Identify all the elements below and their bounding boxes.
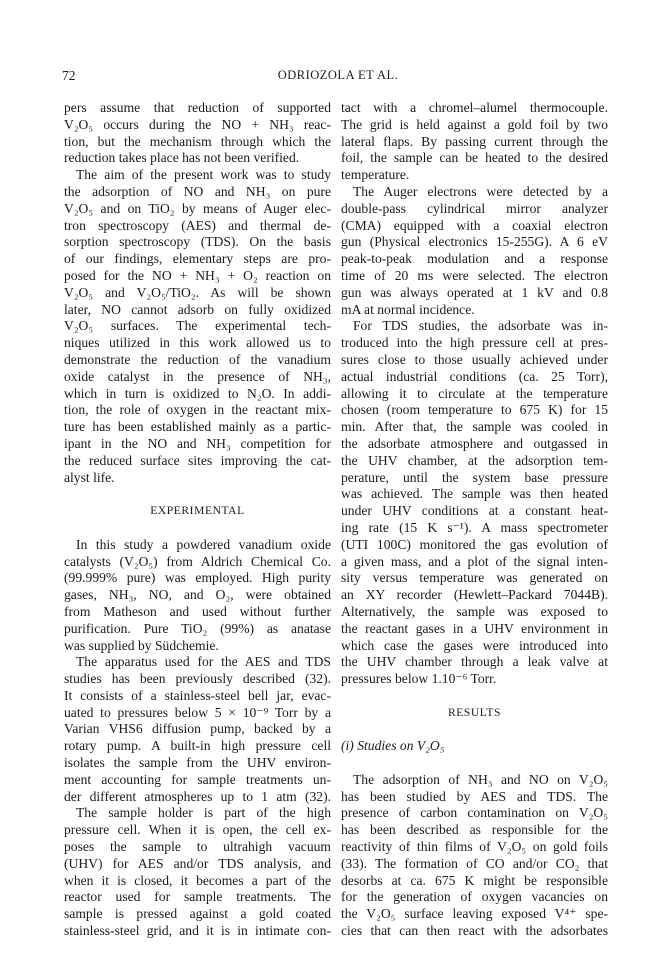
left-column-text-line: purification. Pure TiO₂ (99%) as anatase	[64, 620, 331, 636]
right-column-text-line: tact with a chromel–alumel thermocouple.	[341, 100, 608, 115]
left-column-text-line: stainless-steel grid, and it is in intimate con-	[64, 923, 331, 939]
left-column-text-line: was supplied by Südchemie.	[64, 637, 219, 653]
left-column-text-line: sample is pressed against a gold coated	[64, 906, 331, 922]
right-column-text-line: gun (Physical electronics 15-255G). A 6 eV	[341, 234, 608, 250]
left-column-text-line: poses the sample to ultrahigh vacuum	[64, 839, 331, 855]
right-column-text-line: reactivity of thin films of V₂O₅ on gold foils	[341, 839, 608, 855]
left-column-text-line: gases, NH₃, NO, and O₂, were obtained	[64, 587, 331, 603]
right-column-text-line: min. After that, the sample was cooled in	[341, 419, 608, 435]
right-column-text-line: pressures below 1.10⁻⁶ Torr.	[341, 671, 497, 687]
left-column-text-line: The apparatus used for the AES and TDS	[76, 654, 331, 670]
right-column-spacer	[341, 755, 608, 772]
left-column-text-line: sorption spectroscopy (TDS). On the basis	[64, 234, 331, 250]
left-column-text-line: posed for the NO + NH₃ + O₂ reaction on	[64, 267, 331, 283]
left-column-text-line: V₂O₅ occurs during the NO + NH₃ reac-	[64, 116, 331, 132]
right-column-text-line: chosen (room temperature to 675 K) for 15	[341, 402, 608, 418]
left-column-text-line: tion, the role of oxygen in the reactant mix-	[64, 402, 331, 418]
right-column-text-line: allowing it to circulate at the temperature	[341, 385, 608, 401]
left-column-text-line: uated to pressures below 5 × 10⁻⁹ Torr by a	[64, 704, 331, 720]
right-column-text-line: actual industrial conditions (ca. 25 Torr),	[341, 368, 608, 384]
running-head: ODRIOZOLA ET AL.	[277, 68, 399, 82]
left-column-text-line: when it is closed, it becomes a part of the	[64, 872, 331, 888]
right-column-text-line: for the generation of oxygen vacancies on	[341, 889, 608, 905]
right-column-spacer	[341, 688, 608, 705]
left-column-text-line: from Matheson and used without further	[64, 603, 331, 619]
section-heading: RESULTS	[448, 706, 501, 719]
right-column-text-line: ing rate (15 K s⁻¹). A mass spectrometer	[341, 519, 608, 535]
left-column-text-line: (UHV) for AES and/or TDS analysis, and	[64, 855, 331, 871]
left-column-text-line: (99.999% pure) was employed. High purity	[64, 570, 331, 586]
left-column-text-line: pers assume that reduction of supported	[64, 100, 331, 115]
right-column-text-line: The grid is held against a gold foil by two	[341, 116, 608, 132]
left-column-text-line: studies has been previously described (32).	[64, 671, 331, 687]
left-column-text-line: isolates the sample from the UHV environ-	[64, 755, 331, 771]
left-text-column	[64, 100, 331, 940]
right-column-text-line: has been studied by AES and TDS. The	[341, 788, 608, 804]
right-column-text-line: time of 20 ms were selected. The electron	[341, 267, 608, 283]
left-column-text-line: the adsorption of NO and NH₃ on pure	[64, 183, 331, 199]
right-text-column	[341, 100, 608, 940]
right-column-text-line: (CMA) equipped with a coaxial electron	[341, 217, 608, 233]
left-column-text-line: later, NO cannot adsorb on fully oxidized	[64, 301, 331, 317]
right-column-text-line: the adsorbate atmosphere and outgassed in	[341, 435, 608, 451]
right-column-text-line: double-pass cylindrical mirror analyzer	[341, 200, 608, 216]
page-number: 72	[62, 68, 76, 83]
left-column-text-line: niques utilized in this work allowed us to	[64, 335, 331, 351]
left-column-text-line: rotary pump. A built-in high pressure cell	[64, 738, 331, 754]
left-column-text-line: V₂O₅ and on TiO₂ by means of Auger elec-	[64, 200, 331, 216]
right-column-text-line: (33). The formation of CO and/or CO₂ that	[341, 855, 608, 871]
right-column-text-line: lateral flaps. By passing current through the	[341, 133, 608, 149]
left-column-text-line: V₂O₅ and V₂O₅/TiO₂. As will be shown	[64, 284, 331, 300]
right-column-text-line: was achieved. The sample was then heated	[341, 486, 608, 502]
left-column-text-line: In this study a powdered vanadium oxide	[76, 536, 331, 552]
right-column-text-line: the UHV chamber, at the adsorption tem-	[341, 452, 608, 468]
right-column-text-line: gun was always operated at 1 kV and 0.8	[341, 284, 608, 300]
right-column-text-line: desorbs at ca. 675 K might be responsible	[341, 872, 608, 888]
right-column-text-line: under UHV conditions at a constant heat-	[341, 503, 608, 519]
right-column-text-line: foil, the sample can be heated to the desired	[341, 150, 608, 166]
right-column-text-line: Alternatively, the sample was exposed to	[341, 603, 608, 619]
right-column-text-line: sity versus temperature was generated on	[341, 570, 608, 586]
left-column-text-line: of our findings, elementary steps are pro-	[64, 251, 331, 267]
left-column-text-line: The aim of the present work was to study	[76, 167, 331, 183]
right-column-text-line: perature, until the system base pressure	[341, 469, 608, 485]
left-column-text-line: reactor used for sample treatments. The	[64, 889, 331, 905]
left-column-text-line: alyst life.	[64, 469, 115, 485]
right-column-text-line: sures close to those usually achieved under	[341, 351, 608, 367]
left-column-spacer	[64, 520, 331, 537]
left-column-text-line: ment accounting for sample treatments un-	[64, 771, 331, 787]
right-column-text-line: For TDS studies, the adsorbate was in-	[353, 318, 608, 334]
left-column-text-line: catalysts (V₂O₅) from Aldrich Chemical Co.	[64, 553, 331, 569]
left-column-text-line: ipant in the NO and NH₃ competition for	[64, 435, 331, 451]
subsection-heading: (i) Studies on V₂O₅	[341, 738, 445, 754]
left-column-text-line: reduction takes place has not been verified.	[64, 150, 300, 166]
right-column-text-line: troduced into the high pressure cell at pres-	[341, 335, 608, 351]
right-column-text-line: presence of carbon contamination on V₂O₅	[341, 805, 608, 821]
right-column-text-line: The adsorption of NH₃ and NO on V₂O₅	[353, 771, 608, 787]
right-column-text-line: cies that can then react with the adsorbates	[341, 923, 608, 939]
right-column-text-line: has been described as responsible for the	[341, 822, 608, 838]
right-column-text-line: which case the gases were introduced into	[341, 637, 608, 653]
right-column-text-line: an XY recorder (Hewlett–Packard 7044B).	[341, 587, 608, 603]
page-header	[60, 68, 616, 88]
section-heading: EXPERIMENTAL	[150, 505, 245, 518]
left-column-text-line: oxide catalyst in the presence of NH₃,	[64, 368, 331, 384]
right-column-text-line: peak-to-peak modulation and a response	[341, 251, 608, 267]
left-column-text-line: The sample holder is part of the high	[76, 805, 331, 821]
right-column-text-line: (UTI 100C) monitored the gas evolution of	[341, 536, 608, 552]
right-column-text-line: the V₂O₅ surface leaving exposed V⁴⁺ spe-	[341, 906, 608, 922]
left-column-text-line: demonstrate the reduction of the vanadium	[64, 351, 331, 367]
right-column-spacer	[341, 721, 608, 738]
right-column-text-line: the UHV chamber through a leak valve at	[341, 654, 608, 670]
right-column-text-line: mA at normal incidence.	[341, 301, 475, 317]
left-column-text-line: V₂O₅ surfaces. The experimental tech-	[64, 318, 331, 334]
left-column-text-line: It consists of a stainless-steel bell jar, evac-	[64, 687, 331, 703]
left-column-text-line: the reduced surface sites improving the cat-	[64, 452, 331, 468]
left-column-spacer	[64, 486, 331, 503]
left-column-text-line: which in turn is oxidized to N₂O. In addi-	[64, 385, 331, 401]
right-column-text-line: a given mass, and a plot of the signal inten-	[341, 553, 608, 569]
left-column-text-line: pressure cell. When it is open, the cell ex-	[64, 822, 331, 838]
right-column-text-line: the reactant gases in a UHV environment in	[341, 620, 608, 636]
left-column-text-line: tron spectroscopy (AES) and thermal de-	[64, 217, 331, 233]
left-column-text-line: der different atmospheres up to 1 atm (32).	[64, 788, 331, 804]
right-column-text-line: The Auger electrons were detected by a	[353, 183, 608, 199]
right-column-text-line: temperature.	[341, 167, 410, 183]
left-column-text-line: Varian VHS6 diffusion pump, backed by a	[64, 721, 331, 737]
left-column-text-line: tion, but the mechanism through which the	[64, 133, 331, 149]
left-column-text-line: ture has been established mainly as a partic-	[64, 419, 331, 435]
